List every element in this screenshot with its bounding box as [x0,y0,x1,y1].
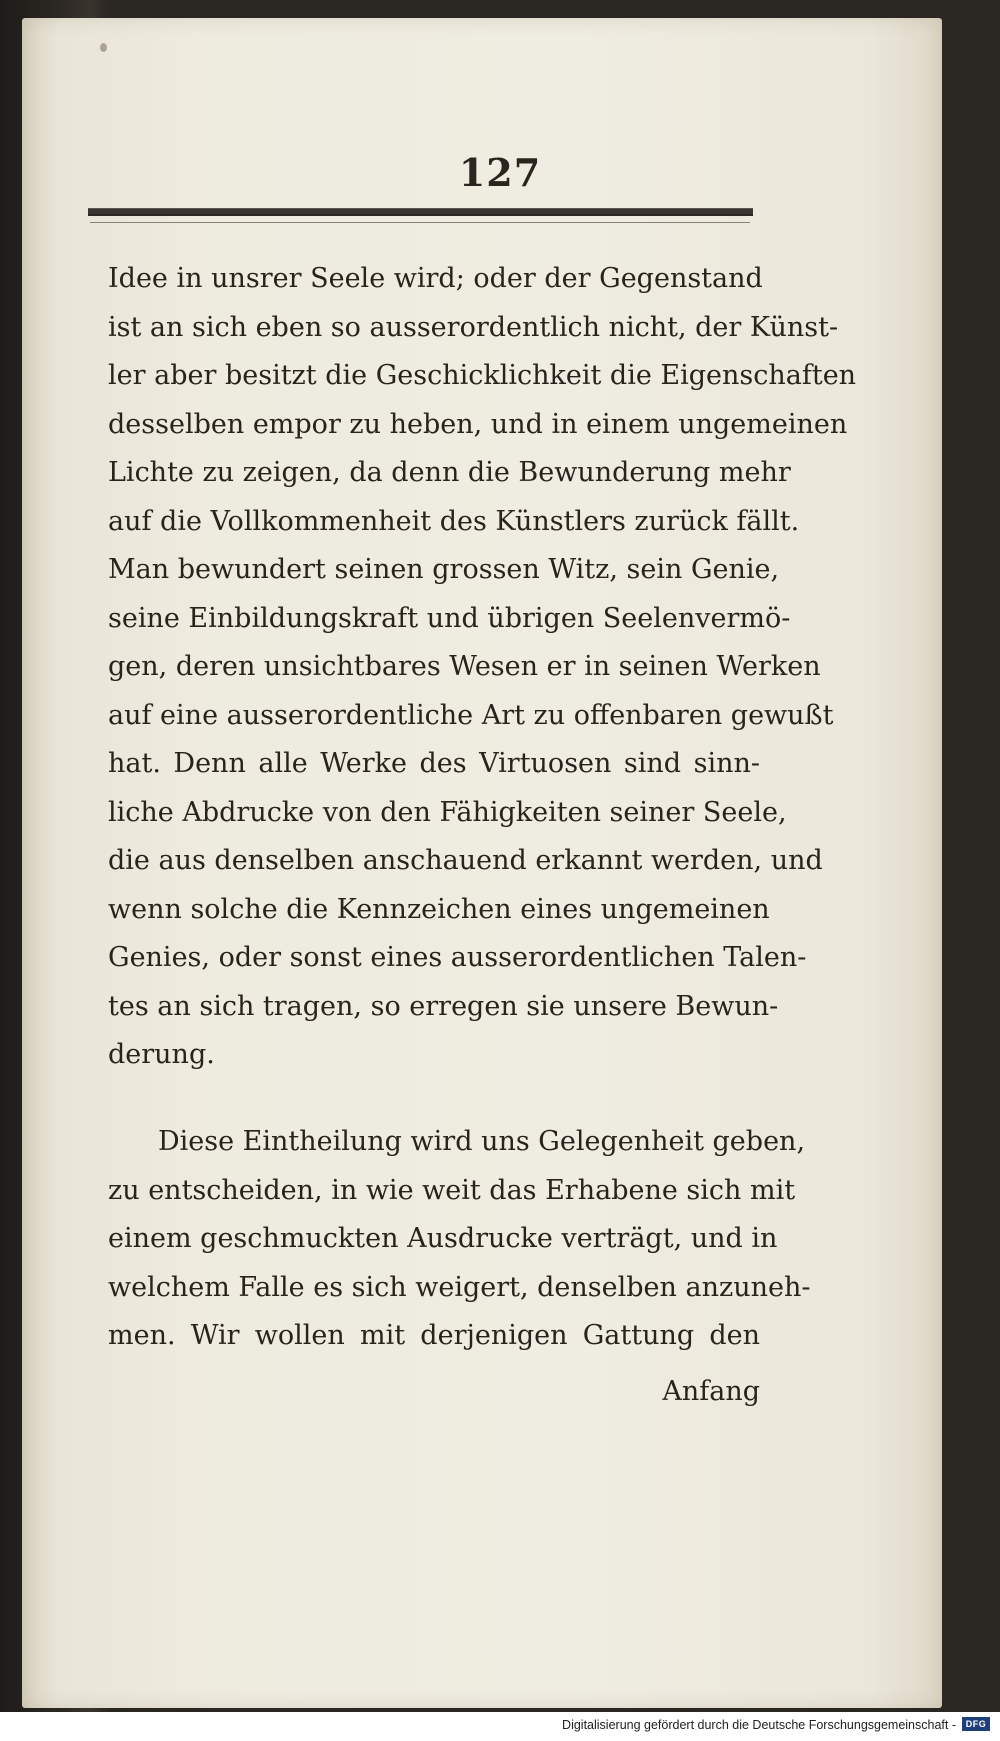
text-line: hat. Denn alle Werke des Virtuosen sind sinn- [108,748,760,779]
paragraph-2 [108,1118,811,1361]
text-line: wenn solche die Kennzeichen eines ungemeinen [108,893,770,925]
digitization-credit: Digitalisierung gefördert durch die Deutsche Forschungsgemeinschaft - [562,1718,956,1732]
text-line: ler aber besitzt die Geschicklichkeit die Eigenschaften [108,360,857,391]
text-line: men. Wir wollen mit derjenigen Gattung den [108,1320,760,1351]
ink-spot [100,43,107,52]
dfg-logo-icon: DFG [962,1717,990,1731]
text-line: zu entscheiden, in wie weit das Erhabene sich mit [108,1174,796,1206]
text-line: welchem Falle es sich weigert, denselben anzuneh- [108,1271,811,1303]
header-rule [88,208,753,216]
text-line: die aus denselben anschauend erkannt werden, und [108,845,823,876]
text-line: liche Abdrucke von den Fähigkeiten seiner Seele, [108,796,787,828]
text-line: auf die Vollkommenheit des Künstlers zurück fällt. [108,505,800,537]
text-line: ist an sich eben so ausserordentlich nicht, der Künst- [108,311,839,343]
text-line: desselben empor zu heben, und in einem ungemeinen [108,408,848,440]
page-number: 127 [458,150,542,195]
text-line: tes an sich tragen, so erregen sie unsere Bewun- [108,990,779,1022]
paragraph-1 [108,255,857,1080]
text-line: Genies, oder sonst eines ausserordentlichen Talen- [108,942,807,973]
text-line: gen, deren unsichtbares Wesen er in seinen Werken [108,651,821,682]
text-line: auf eine ausserordentliche Art zu offenbaren gewußt [108,699,834,731]
text-line: Diese Eintheilung wird uns Gelegenheit geben, [158,1126,806,1157]
text-line: Idee in unsrer Seele wird; oder der Gegenstand [108,263,763,294]
text-line: Lichte zu zeigen, da denn die Bewunderung mehr [108,457,791,488]
text-line: Man bewundert seinen grossen Witz, sein Genie, [108,554,780,585]
text-line: einem geschmuckten Ausdrucke verträgt, und in [108,1223,778,1254]
header-rule-thin [90,222,750,223]
text-line: derung. [108,1039,215,1070]
catchword: Anfang [662,1376,760,1407]
text-line: seine Einbildungskraft und übrigen Seelenvermö- [108,602,791,634]
